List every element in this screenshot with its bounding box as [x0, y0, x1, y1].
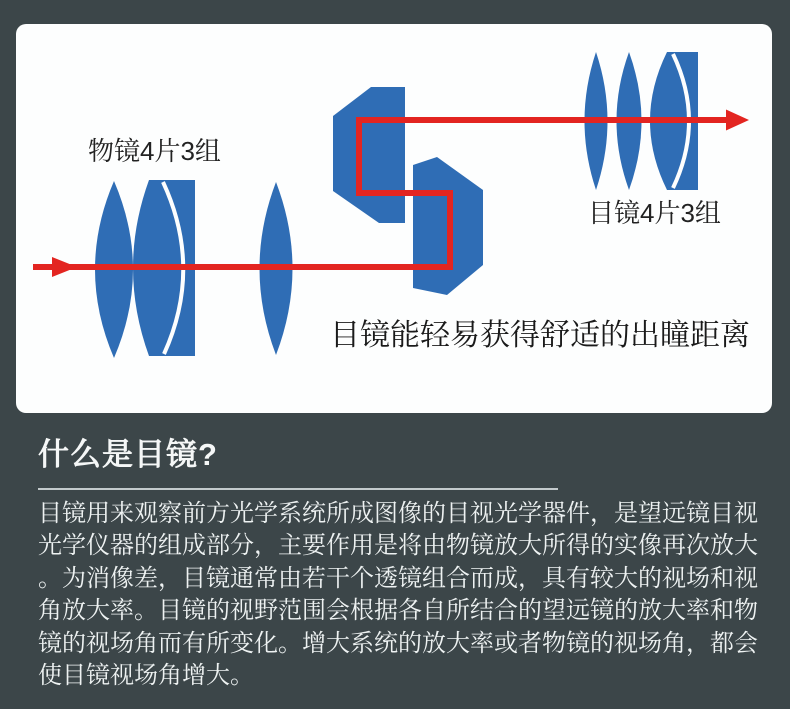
eyepiece-label: 目镜4片3组 [588, 198, 721, 228]
paragraph-line: 。为消像差，目镜通常由若干个透镜组合而成，具有较大的视场和视 [38, 564, 758, 592]
article-title: 什么是目镜? [38, 437, 218, 472]
paragraph-line: 镜的视场角而有所变化。增大系统的放大率或者物镜的视场角，都会 [38, 629, 758, 657]
optics-diagram-panel [16, 24, 772, 413]
paragraph-line: 目镜用来观察前方光学系统所成图像的目视光学器件，是望远镜目视 [38, 500, 758, 527]
paragraph-line: 光学仪器的组成部分，主要作用是将由物镜放大所得的实像再次放大 [38, 532, 758, 560]
article-paragraph [38, 498, 762, 692]
paragraph-line: 使目镜视场角增大。 [38, 662, 254, 690]
paragraph-line: 角放大率。目镜的视野范围会根据各自所结合的望远镜的放大率和物 [38, 597, 758, 625]
title-underline [38, 488, 558, 490]
ray-exit-arrowhead-icon [726, 110, 749, 131]
article-section [38, 436, 762, 690]
ray-entry-arrowhead-icon [52, 257, 77, 277]
diagram-caption: 目镜能轻易获得舒适的出瞳距离 [330, 319, 750, 352]
objective-label: 物镜4片3组 [88, 136, 221, 166]
